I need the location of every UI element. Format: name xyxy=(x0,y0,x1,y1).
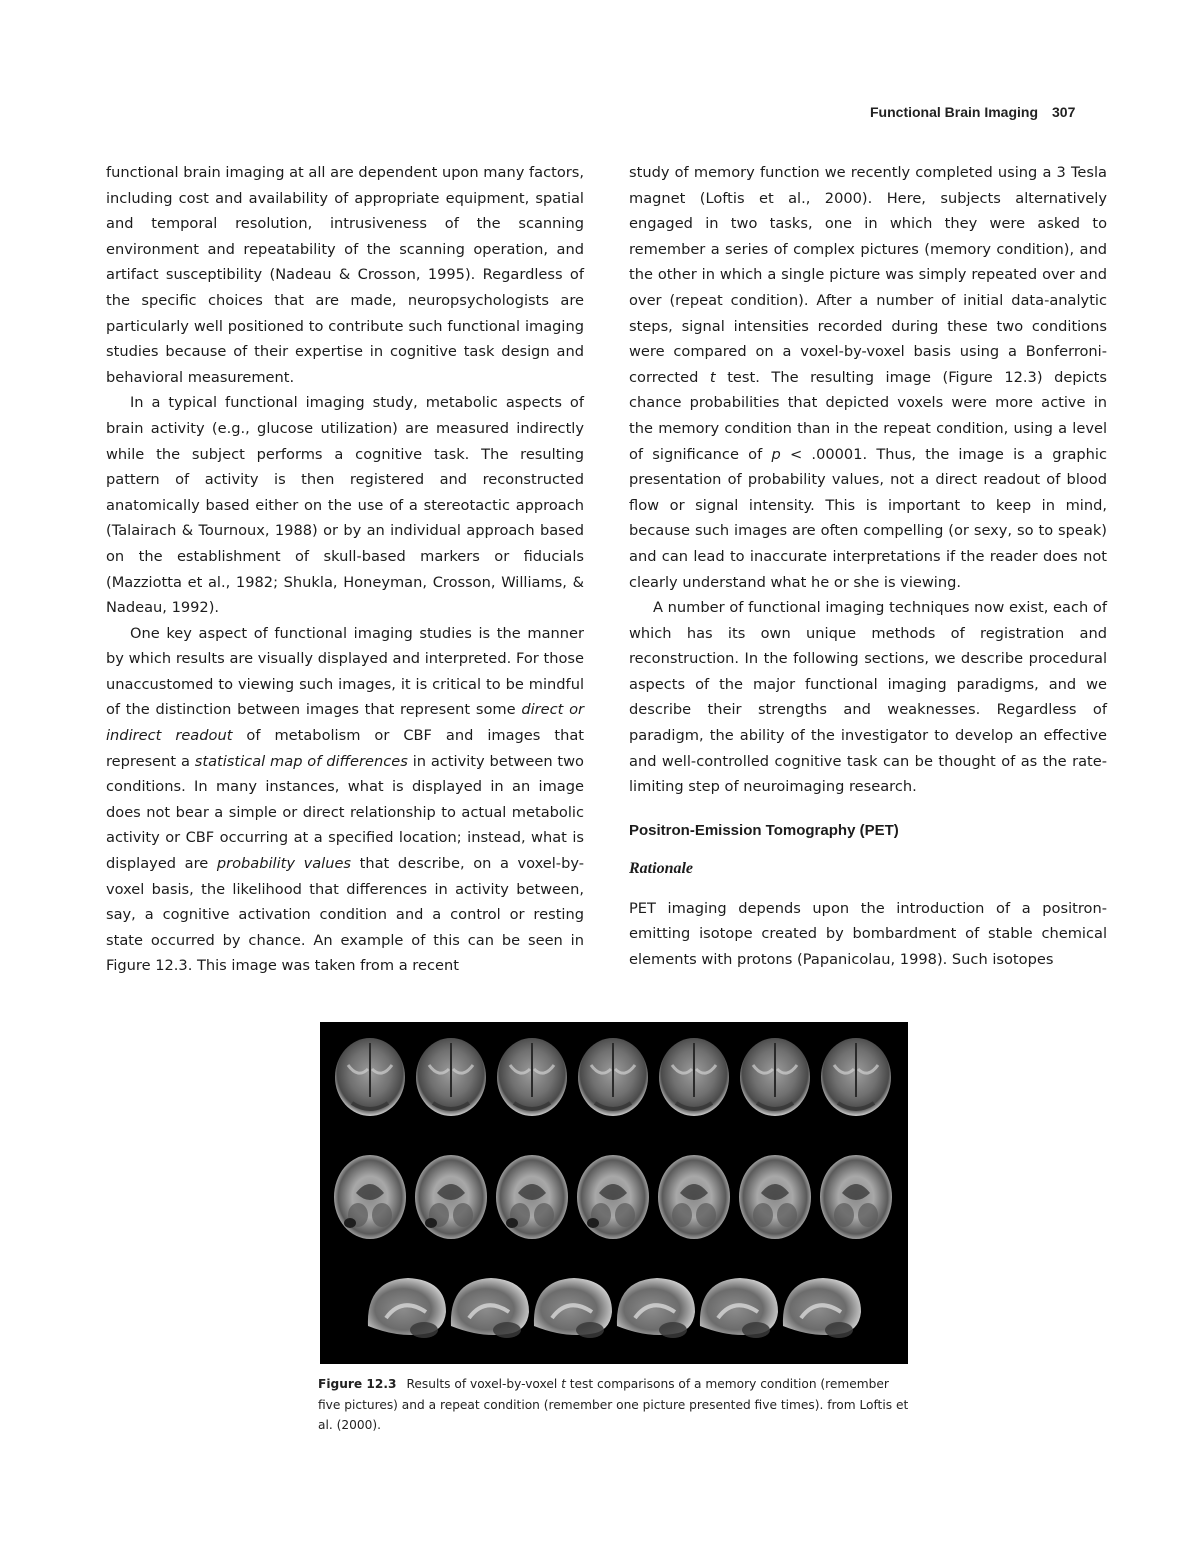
temporal-lobe xyxy=(696,1203,716,1227)
coronal-slice xyxy=(497,1038,567,1116)
axial-slice xyxy=(415,1155,487,1239)
coronal-slice xyxy=(740,1038,810,1116)
paragraph: PET imaging depends upon the introduction of a positron-emitting isotope created by bombardment of stable chemical elements with protons (Papanicolau, 1998). Such isotopes xyxy=(629,899,1107,969)
coronal-slice xyxy=(578,1038,648,1116)
temporal-lobe xyxy=(777,1203,797,1227)
right-column xyxy=(629,160,1107,973)
cerebellum xyxy=(659,1322,687,1338)
cerebellum xyxy=(576,1322,604,1338)
axial-slice xyxy=(820,1155,892,1239)
caption-emphasis: t xyxy=(561,1377,566,1391)
caption-text: test comparisons of a memory condition (remember five pictures) and a repeat condition (remember one picture presented five times). from Loftis et al. (2000). xyxy=(318,1377,909,1432)
coronal-slice xyxy=(821,1038,891,1116)
page-number: 307 xyxy=(1052,104,1076,120)
section-heading: Positron-Emission Tomography (PET) xyxy=(629,821,899,839)
activation-spot xyxy=(425,1218,437,1228)
text-run: < .00001. Thus, the image is a graphic presentation of probability values, not a direct readout of blood flow or signal intensity. This is important to keep in mind, because such images are often compelling (or sexy, so to speak) and can lead to inaccurate interpretations if the reader does not clearly understand what he or she is viewing. xyxy=(629,445,1107,591)
coronal-slice xyxy=(335,1038,405,1116)
temporal-lobe xyxy=(615,1203,635,1227)
text-run: of metabolism or CBF and images that represent a xyxy=(106,727,584,770)
sagittal-slice xyxy=(700,1278,778,1338)
running-head xyxy=(870,104,1110,120)
emphasis: probability values xyxy=(216,855,352,873)
left-column xyxy=(106,160,584,979)
axial-slice xyxy=(739,1155,811,1239)
running-head-title: Functional Brain Imaging xyxy=(870,104,1039,120)
axial-slice xyxy=(577,1155,649,1239)
brain-scan-figure xyxy=(320,1022,908,1364)
paragraph: In a typical functional imaging study, metabolic aspects of brain activity (e.g., glucose utilization) are measured indirectly while the subject performs a cognitive task. The resulting pattern of activity is then registered and reconstructed anatomically based either on the use of a stereotactic approach (Talairach & Tournoux, 1988) or by an individual approach based on the establishment of skull-based markers or fiducials (Mazziotta et al., 1982; Shukla, Honeyman, Crosson, Williams, & Nadeau, 1992). xyxy=(106,394,584,617)
subsection-heading: Rationale xyxy=(629,859,694,877)
sagittal-slice xyxy=(368,1278,446,1338)
paragraph: functional brain imaging at all are dependent upon many factors, including cost and availability of appropriate equipment, spatial and temporal resolution, intrusiveness of the scanning environment and repeatability of the scanning operation, and artifact susceptibility (Nadeau & Crosson, 1995). Regardless of the specific choices that are made, neuropsychologists are particularly well positioned to contribute such functional imaging studies because of their expertise in cognitive task design and behavioral measurement. xyxy=(106,164,584,386)
sagittal-slice xyxy=(451,1278,529,1338)
figure-caption xyxy=(318,1374,912,1436)
temporal-lobe xyxy=(753,1203,773,1227)
emphasis: t xyxy=(709,368,716,386)
figure-label: Figure 12.3 xyxy=(318,1377,397,1391)
sagittal-slice xyxy=(783,1278,861,1338)
temporal-lobe xyxy=(534,1203,554,1227)
text-run: test. The resulting image (Figure 12.3) depicts chance probabilities that depicted voxels were more active in the memory condition than in the repeat condition, using a level of significance of xyxy=(629,368,1107,463)
emphasis: p xyxy=(771,445,781,463)
axial-slice xyxy=(334,1155,406,1239)
temporal-lobe xyxy=(672,1203,692,1227)
caption-text: Results of voxel-by-voxel xyxy=(406,1377,562,1391)
cerebellum xyxy=(493,1322,521,1338)
temporal-lobe xyxy=(453,1203,473,1227)
emphasis: statistical map of differences xyxy=(194,752,408,770)
brain-scan-image xyxy=(320,1022,908,1364)
coronal-slice xyxy=(659,1038,729,1116)
coronal-slice xyxy=(416,1038,486,1116)
temporal-lobe xyxy=(834,1203,854,1227)
text-run: in activity between two conditions. In many instances, what is displayed in an image does not bear a simple or direct relationship to actual metabolic activity or CBF occurring at a specified location; instead, what is displayed are xyxy=(106,752,584,873)
activation-spot xyxy=(587,1218,599,1228)
text-run: One key aspect of functional imaging studies is the manner by which results are visually displayed and interpreted. For those unaccustomed to viewing such images, it is critical to be mindful of the distinction between images that represent some xyxy=(106,624,584,719)
paragraph: A number of functional imaging techniques now exist, each of which has its own unique methods of registration and reconstruction. In the following sections, we describe procedural aspects of the major functional imaging paradigms, and we describe their strengths and weaknesses. Regardless of paradigm, the ability of the investigator to develop an effective and well-controlled cognitive task can be thought of as the rate-limiting step of neuroimaging research. xyxy=(629,599,1107,796)
emphasis: direct or indirect readout xyxy=(106,701,584,745)
axial-slice xyxy=(658,1155,730,1239)
sagittal-slice xyxy=(617,1278,695,1338)
temporal-lobe xyxy=(858,1203,878,1227)
axial-slice xyxy=(496,1155,568,1239)
temporal-lobe xyxy=(372,1203,392,1227)
cerebellum xyxy=(742,1322,770,1338)
cerebellum xyxy=(825,1322,853,1338)
cerebellum xyxy=(410,1322,438,1338)
activation-spot xyxy=(506,1218,518,1228)
paragraph xyxy=(106,621,584,979)
text-run: that describe, on a voxel-by-voxel basis, the likelihood that differences in activity between, say, a cognitive activation condition and a control or resting state occurred by chance. An example of this can be seen in Figure 12.3. This image was taken from a recent xyxy=(106,855,584,975)
text-run: study of memory function we recently completed using a 3 Tesla magnet (Loftis et al., 2000). Here, subjects alternatively engaged in two tasks, one in which they were asked to remember a series of complex pictures (memory condition), and the other in which a single picture was simply repeated over and over (repeat condition). After a number of initial data-analytic steps, signal intensities recorded during these two conditions were compared on a voxel-by-voxel basis using a Bonferroni-corrected xyxy=(629,164,1107,386)
sagittal-slice xyxy=(534,1278,612,1338)
activation-spot xyxy=(344,1218,356,1228)
paragraph xyxy=(629,160,1107,595)
